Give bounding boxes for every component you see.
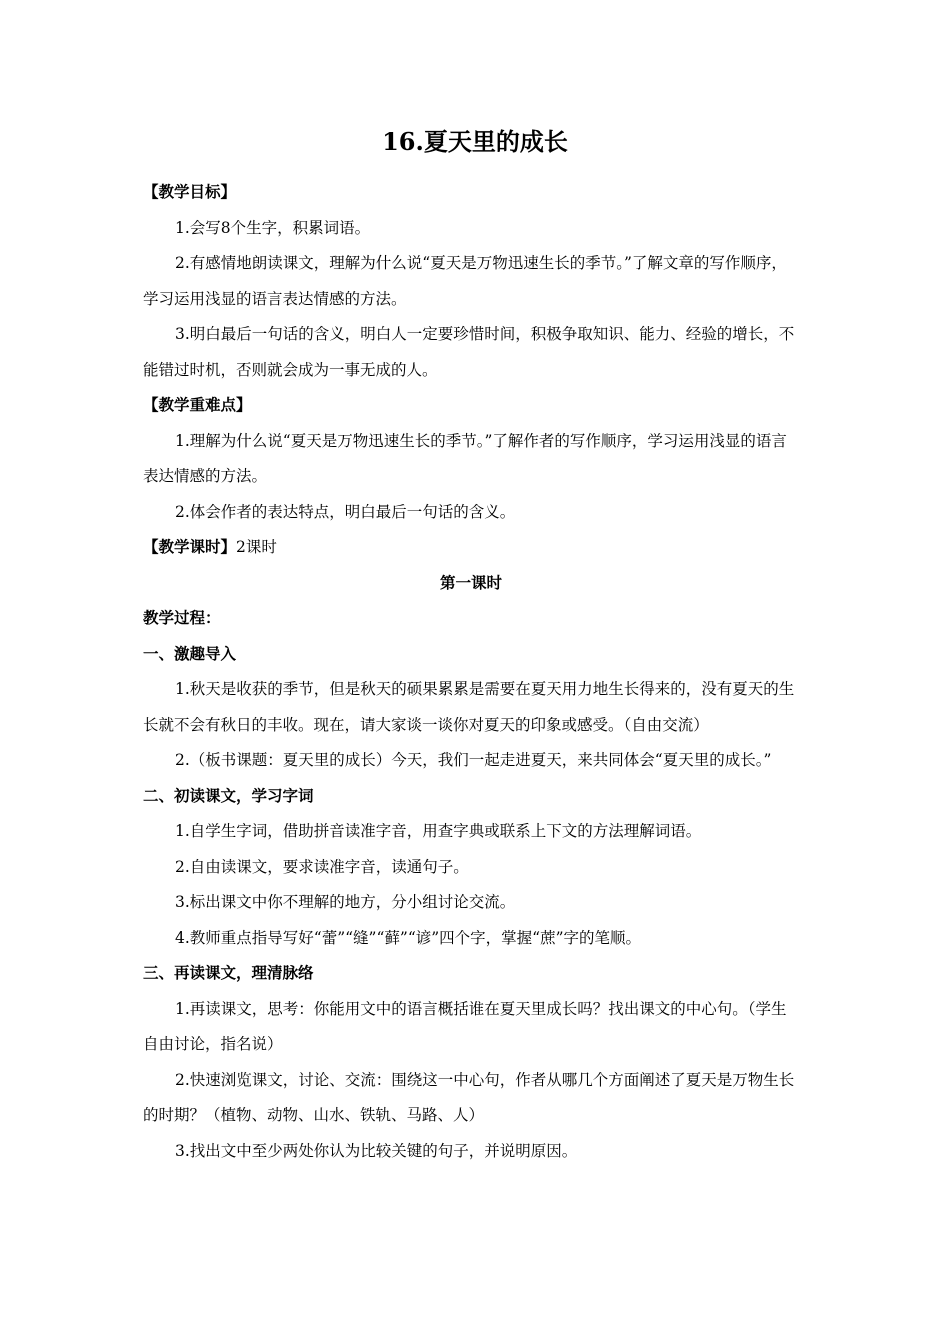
goal-item: 1.会写8个生字，积累词语。 (175, 218, 371, 237)
goal-item: 3.明白最后一句话的含义，明白人一定要珍惜时间，积极争取知识、能力、经验的增长，不能错过时机，否则就会成为一事无成的人。 (143, 325, 795, 379)
section-item: 4.教师重点指导写好“蕾”“缝”“藓”“谚”四个字，掌握“蔗”字的笔顺。 (175, 928, 642, 947)
section-item: 3.标出课文中你不理解的地方，分小组讨论交流。 (175, 893, 516, 911)
section-item: 3.找出文中至少两处你认为比较关键的句子，并说明原因。 (175, 1141, 578, 1160)
hours-value: 2课时 (236, 538, 277, 556)
section-heading: 三、再读课文，理清脉络 (143, 964, 314, 982)
section-item: 1.秋天是收获的季节，但是秋天的硕果累累是需要在夏天用力地生长得来的，没有夏天的生长就不会有秋日的丰收。现在，请大家谈一谈你对夏天的印象或感受。（自由交流） (143, 680, 795, 734)
goal-item: 2.有感情地朗读课文，理解为什么说“夏天是万物迅速生长的季节。”了解文章的写作顺序，学习运用浅显的语言表达情感的方法。 (143, 254, 787, 308)
key-point-item: 1.理解为什么说“夏天是万物迅速生长的季节。”了解作者的写作顺序，学习运用浅显的语言表达情感的方法。 (143, 431, 787, 485)
section-heading: 一、激趣导入 (143, 644, 237, 663)
section-item: 1.再读课文，思考：你能用文中的语言概括谁在夏天里成长吗？找出课文的中心句。（学生自由讨论，指名说） (143, 999, 787, 1053)
section-heading: 二、初读课文，学习字词 (143, 786, 314, 805)
document-body (143, 175, 799, 1169)
section-item: 2.快速浏览课文，讨论、交流：围绕这一中心句，作者从哪几个方面阐述了夏天是万物生长的时期？（植物、动物、山水、铁轨、马路、人） (143, 1070, 795, 1124)
key-point-item: 2.体会作者的表达特点，明白最后一句话的含义。 (175, 502, 516, 521)
hours-heading: 【教学课时】 (143, 538, 237, 556)
goals-heading: 【教学目标】 (143, 183, 237, 201)
lesson-title: 第一课时 (439, 573, 502, 592)
section-item: 2.（板书课题：夏天里的成长）今天，我们一起走进夏天，来共同体会“夏天里的成长。” (175, 751, 772, 769)
section-item: 2.自由读课文，要求读准字音，读通句子。 (175, 857, 469, 876)
hours-line (143, 530, 799, 566)
document-title: 16.夏天里的成长 (382, 127, 568, 156)
process-heading: 教学过程： (143, 609, 221, 627)
key-points-heading: 【教学重难点】 (143, 396, 252, 414)
section-item: 1.自学生字词，借助拼音读准字音，用查字典或联系上下文的方法理解词语。 (175, 822, 702, 840)
